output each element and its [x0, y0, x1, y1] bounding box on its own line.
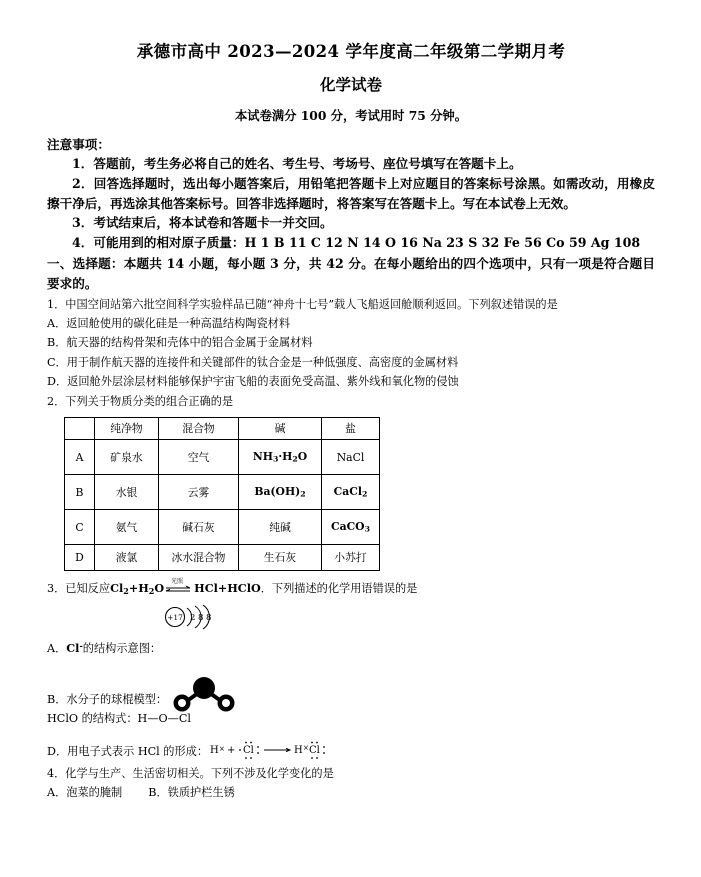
page-title: 承德市高中 2023—2024 学年度高二年级第二学期月考: [136, 42, 566, 61]
question-4-options: [47, 783, 655, 802]
notice-item-3: 3．考试结束后，将本试卷和答题卡一并交回。: [72, 215, 333, 231]
question-3-option-a: [47, 613, 655, 658]
svg-text:+17: +17: [167, 613, 184, 623]
question-1-option-c: C．用于制作航天器的连接件和关键部件的钛合金是一种低强度、高密度的金属材料: [47, 355, 459, 369]
question-3-option-d: [47, 738, 655, 761]
question-4-option-b: B．铁质护栏生锈: [148, 786, 235, 800]
table-row: [65, 510, 380, 545]
cell-a-salt: NaCl: [322, 440, 380, 475]
cell-b-base: $Ba(OH)_2$: [239, 475, 322, 510]
option-d-label: D．: [47, 745, 68, 758]
question-3-equation-right: HCl+HClO: [194, 581, 261, 596]
question-3-stem-suffix: ．下列描述的化学用语错误的是: [260, 582, 418, 596]
cell-d-base: 生石灰: [239, 545, 322, 571]
cell-b-salt: CaCl$_2$: [322, 475, 380, 510]
table-header-base: 碱: [239, 418, 322, 440]
equilibrium-arrow-with-condition: [164, 578, 194, 595]
cell-a-pure: 矿泉水: [95, 440, 159, 475]
question-3-stem-prefix: 3．已知反应: [47, 582, 111, 596]
cell-c-mixture: 碱石灰: [159, 510, 239, 545]
cell-d-salt: 小苏打: [322, 545, 380, 571]
svg-text:8: 8: [206, 613, 212, 624]
svg-text:光照: 光照: [171, 578, 184, 586]
question-2-stem: 2．下列关于物质分类的组合正确的是: [47, 395, 234, 409]
table-row: [65, 475, 380, 510]
svg-text:8: 8: [198, 613, 204, 624]
section-heading-multiple-choice: 一、选择题：本题共 14 小题，每小题 3 分，共 42 分。在每小题给出的四个选项中，只有一项是符合题目要求的。: [47, 256, 655, 292]
notice-item-2: 2．回答选择题时，选出每小题答案后，用铅笔把答题卡上对应题目的答案标号涂黑。如需改动，用橡皮擦干净后，再选涂其他答案标号。回答非选择题时，将答案写在答题卡上。写在本试卷上无效。: [47, 175, 655, 211]
cell-c-pure: 氨气: [95, 510, 159, 545]
table-header-salt: 盐: [322, 418, 380, 440]
subject-title: 化学试卷: [319, 74, 382, 94]
svg-text:H: H: [210, 745, 219, 756]
table-header-row: [65, 418, 380, 440]
svg-text:2: 2: [190, 613, 196, 624]
table-header-mixture: 混合物: [159, 418, 239, 440]
svg-text:×: ×: [303, 744, 309, 752]
cell-a-mixture: 空气: [159, 440, 239, 475]
table-header-pure: 纯净物: [95, 418, 159, 440]
question-1-option-d: D．返回舱外层涂层材料能够保护宇宙飞船的表面免受高温、紫外线和氧化物的侵蚀: [47, 374, 459, 388]
question-3-equation-left: $Cl_2+H_2O$: [110, 581, 165, 597]
svg-text:+: +: [227, 745, 236, 756]
option-a-text: 的结构示意图：: [82, 642, 162, 656]
option-b-label: B．: [47, 692, 67, 706]
notice-item-4-atomic-masses: 4．可能用到的相对原子质量：H 1 B 11 C 12 N 14 O 16 Na 23 S 32 Fe 56 Co 59 Ag 108: [72, 235, 641, 251]
notice-item-1: 1．答题前，考生务必将自己的姓名、考生号、考场号、座位号填写在答题卡上。: [72, 155, 522, 171]
cell-d-pure: 液氯: [95, 545, 159, 571]
table-row: [65, 440, 380, 475]
notice-heading: 注意事项：: [47, 136, 110, 152]
chloride-ion-symbol: Cl-: [66, 641, 83, 656]
page-content: [47, 40, 655, 803]
svg-text:×: ×: [219, 745, 225, 753]
table-row: [65, 545, 380, 571]
cell-c-base: 纯碱: [239, 510, 322, 545]
row-label-c: C: [65, 510, 95, 545]
question-4-stem: 4．化学与生产、生活密切相关。下列不涉及化学变化的是: [47, 767, 334, 781]
cell-b-pure: 水银: [95, 475, 159, 510]
question-3-stem: [47, 579, 655, 598]
row-label-b: B: [65, 475, 95, 510]
cell-b-mixture: 云雾: [159, 475, 239, 510]
question-3-option-c: HClO 的结构式：H—O—Cl: [47, 711, 192, 725]
cl-ion-shell-diagram-icon: [161, 613, 239, 654]
cell-d-mixture: 冰水混合物: [159, 545, 239, 571]
row-label-d: D: [65, 545, 95, 571]
hcl-lewis-formation-icon: [208, 738, 360, 760]
score-time-line: 本试卷满分 100 分，考试用时 75 分钟。: [234, 107, 468, 123]
question-1-option-a: A．返回舱使用的碳化硅是一种高温结构陶瓷材料: [47, 317, 291, 331]
svg-text:Cl: Cl: [309, 745, 320, 756]
option-a-label: A．: [47, 642, 67, 656]
question-1-stem: 1．中国空间站第六批空间科学实验样品已随“神舟十七号”载人飞船返回舱顺利返回。下列叙述错误的是: [47, 297, 558, 311]
cell-c-salt: CaCO$_3$: [322, 510, 380, 545]
question-1-option-b: B．航天器的结构骨架和壳体中的铝合金属于金属材料: [47, 336, 313, 350]
svg-text:Cl: Cl: [243, 745, 254, 756]
cell-a-base: $NH_3\cdot H_2O$: [239, 440, 322, 475]
svg-text:H: H: [294, 745, 303, 756]
classification-table: [64, 417, 380, 571]
option-d-text: 用电子式表示 HCl 的形成：: [67, 745, 209, 758]
table-header-blank: [65, 418, 95, 440]
row-label-a: A: [65, 440, 95, 475]
question-4-option-a: A．泡菜的腌制: [47, 786, 123, 800]
option-b-text: 水分子的球棍模型：: [66, 692, 168, 706]
